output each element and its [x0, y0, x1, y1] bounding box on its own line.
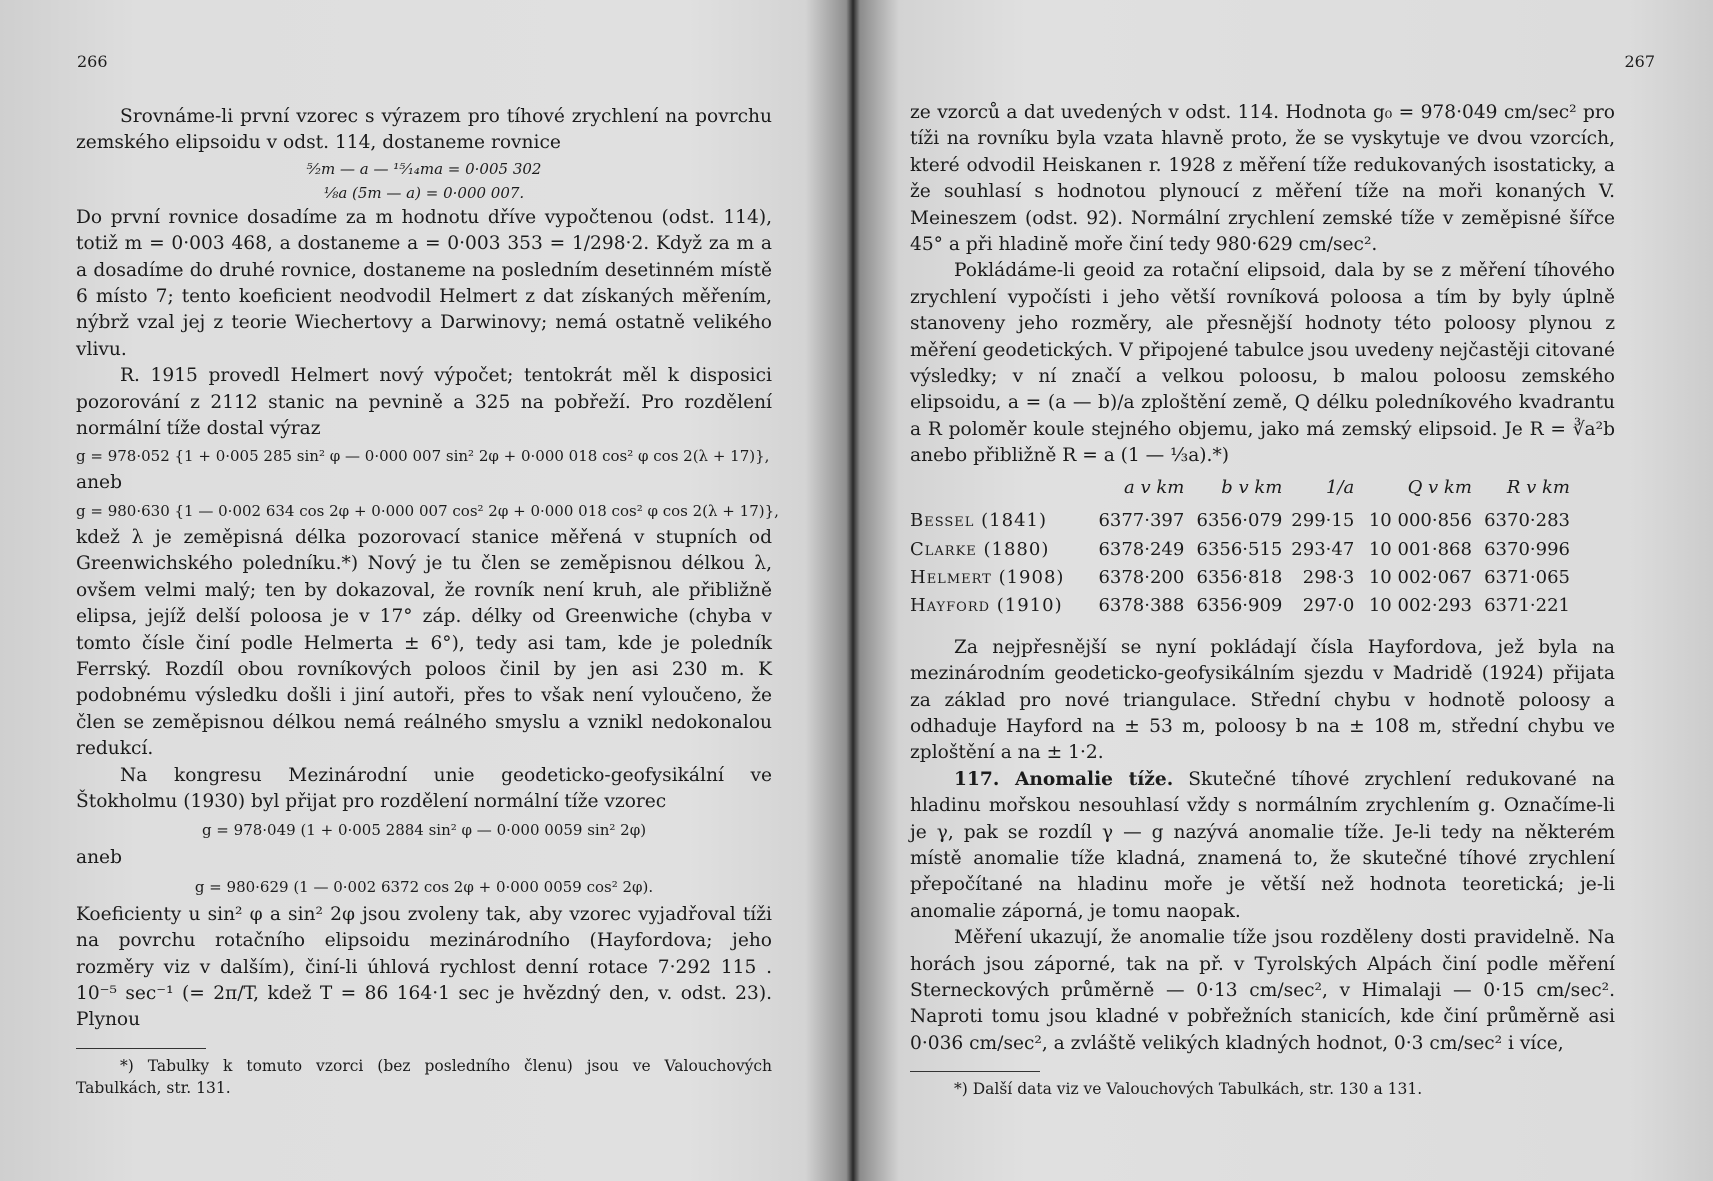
- table-cell: 6356·079: [1196, 510, 1283, 532]
- table-cell: 6378·249: [1098, 538, 1185, 560]
- equation: g = 978·052 {1 + 0·005 285 sin² φ — 0·000 007 sin² 2φ + 0·000 018 cos² φ cos 2(λ + 17)},: [76, 447, 770, 466]
- footnote-rule: [910, 1071, 1040, 1072]
- table-cell: 6377·397: [1098, 510, 1185, 532]
- table-cell: 299·15: [1291, 510, 1355, 532]
- table-cell: 6356·515: [1196, 538, 1283, 560]
- table-row: [910, 592, 1570, 620]
- paragraph: Na kongresu Mezinárodní unie geodeticko-geofysikální ve Štokholmu (1930) byl přijat pro rozdělení normální tíže vzorec: [76, 764, 772, 812]
- table-cell: 297·0: [1302, 595, 1355, 617]
- table-cell: Helmert (1908): [910, 566, 1065, 588]
- table-cell: 293·47: [1291, 538, 1355, 560]
- text-aneb: aneb: [76, 847, 122, 869]
- table-row: [910, 564, 1570, 592]
- table-cell: Bessel (1841): [910, 510, 1047, 532]
- paragraph: Srovnáme-li první vzorec s výrazem pro tíhové zrychlení na povrchu zemského elipsoidu v odst. 114, dostaneme rovnice: [76, 106, 772, 154]
- paragraph: Měření ukazují, že anomalie tíže jsou rozděleny dosti pravidelně. Na horách jsou záporné, tak na př. v Tyrolských Alpách činí podle měření Sterneckových průměrně — 0·13 cm/sec², v Himalaji — 0·15 cm/sec². Naproti tomu jsou kladné v pobřežních stanicích, kde činí průměrně asi 0·036 cm/sec², a zvláště velikých kladných hodnot, 0·3 cm/sec² i více,: [910, 927, 1615, 1054]
- paragraph: Koeficienty u sin² φ a sin² 2φ jsou zvoleny tak, aby vzorec vyjadřoval tíži na povrchu rotačního elipsoidu mezinárodního (Hayfordova; jeho rozměry viz v dalším), činí-li úhlová rychlost denní rotace 7·292 115 . 10⁻⁵ sec⁻¹ (= 2π/T, kdež T = 86 164·1 sec je hvězdný den, v. odst. 23). Plynou: [76, 903, 772, 1031]
- table-cell: 6356·818: [1196, 566, 1283, 588]
- right-page: [858, 0, 1713, 1181]
- paragraph: Pokládáme-li geoid za rotační elipsoid, dala by se z měření tíhového zrychlení vypočísti i jeho větší rovníková poloosa a tím by byly úplně stanoveny jeho rozměry, ale přesnější hodnoty této poloosy plynou z měření geodetických. V připojené tabulce jsou uvedeny nejčastěji citované výsledky; v ní značí a velkou poloosu, b malou poloosu zemského elipsoidu, a = (a — b)/a zploštění země, Q délku poledníkového kvadrantu a R poloměr koule stejného objemu, jako má zemský elipsoid. Je R = ∛a²b anebo přibližně R = a (1 — ⅓a).*): [910, 260, 1615, 467]
- footnote-rule: [76, 1048, 206, 1049]
- paragraph: [910, 767, 1615, 925]
- table-header-row: [910, 474, 1570, 507]
- equation: g = 978·049 (1 + 0·005 2884 sin² φ — 0·000 0059 sin² 2φ): [201, 821, 647, 840]
- table-cell: 6378·200: [1098, 566, 1185, 588]
- paragraph: kdež λ je zeměpisná délka pozorovací stanice měřená v stupních od Greenwichského poledníku.*) Nový je tu člen se zeměpisnou délkou λ, ovšem velmi malý; ten by dokazoval, že rovník není kruh, ale přibližně elipsa, jejíž delší poloosa je v 17° záp. délky od Greenwiche (chyba v tomto čísle činí podle Helmerta ± 6°), tedy asi tam, kde je poledník Ferrský. Rozdíl obou rovníkových poloos činil by jen asi 230 m. K podobnému výsledku došli i jiní autoři, přes to však není vyloučeno, že člen se zeměpisnou délkou nemá reálného smyslu a vznikl nedokonalou redukcí.: [76, 526, 772, 760]
- table-header: 1/a: [1326, 476, 1355, 498]
- table-cell: Clarke (1880): [910, 538, 1050, 560]
- table-cell: 10 000·856: [1368, 510, 1472, 532]
- table-header: b v km: [1221, 476, 1283, 498]
- table-cell: 6370·283: [1484, 510, 1570, 532]
- table-header: a v km: [1124, 476, 1185, 498]
- paragraph: R. 1915 provedl Helmert nový výpočet; tentokrát měl k disposici pozorování z 2112 stanic na pevnině a 325 na pobřeží. Pro rozdělení normální tíže dostal výraz: [76, 365, 772, 440]
- equation: ⁵⁄₂m — a — ¹⁵⁄₁₄ma = 0·005 302: [306, 159, 542, 178]
- equation: g = 980·629 (1 — 0·002 6372 cos 2φ + 0·000 0059 cos² 2φ).: [194, 877, 654, 896]
- equation: ⅛a (5m — a) = 0·000 007.: [323, 183, 525, 202]
- table-header: R v km: [1506, 476, 1570, 498]
- table-cell: 6371·065: [1484, 566, 1570, 588]
- table-row: [910, 536, 1570, 564]
- text-aneb: aneb: [76, 472, 122, 494]
- page-number: 266: [77, 52, 108, 71]
- table-row: [910, 507, 1570, 535]
- table-cell: 6378·388: [1098, 595, 1185, 617]
- footnote: *) Tabulky k tomuto vzorci (bez posledního členu) jsou ve Valouchových Tabulkách, str. 131.: [76, 1056, 772, 1097]
- footnote: *) Další data viz ve Valouchových Tabulkách, str. 130 a 131.: [954, 1080, 1423, 1099]
- section-heading: 117. Anomalie tíže.: [954, 768, 1174, 790]
- equation: g = 980·630 {1 — 0·002 634 cos 2φ + 0·000 007 cos² 2φ + 0·000 018 cos² φ cos 2(λ + 17)},: [76, 501, 779, 520]
- table-cell: 10 001·868: [1368, 538, 1472, 560]
- table-header: [910, 474, 1086, 507]
- paragraph-text: Skutečné tíhové zrychlení redukované na hladinu mořskou nesouhlasí vždy s normálním zrychlením g. Označíme-li je γ, pak se rozdíl γ — g nazývá anomalie tíže. Je-li tedy na některém místě anomalie tíže kladná, znamená to, že skutečné tíhové zrychlení přepočítané na hladinu moře je větší než hodnota teoretická; je-li anomalie záporná, je tomu naopak.: [910, 768, 1615, 922]
- paragraph: Za nejpřesnější se nyní pokládají čísla Hayfordova, jež byla na mezinárodním geodeticko-geofysikálním sjezdu v Madridě (1924) přijata za základ pro nové triangulace. Střední chybu v hodnotě poloosy a odhaduje Hayford na ± 53 m, poloosy b na ± 108 m, střední chybu ve zploštění a na ± 1·2.: [910, 636, 1615, 764]
- table-header: Q v km: [1407, 476, 1472, 498]
- table-cell: 10 002·293: [1368, 595, 1472, 617]
- table-cell: 6371·221: [1484, 595, 1570, 617]
- left-text-column: [76, 104, 779, 1099]
- table-cell: 6356·909: [1196, 595, 1283, 617]
- table-cell: 298·3: [1302, 566, 1355, 588]
- right-text-column: [910, 100, 1615, 1100]
- ellipsoid-table: [910, 474, 1570, 621]
- page-number: 267: [1624, 52, 1655, 71]
- table-cell: 10 002·067: [1368, 566, 1472, 588]
- table-cell: Hayford (1910): [910, 595, 1063, 617]
- left-page: [0, 0, 850, 1181]
- paragraph: Do první rovnice dosadíme za m hodnotu dříve vypočtenou (odst. 114), totiž m = 0·003 468, a dostaneme a = 0·003 353 = 1/298·2. Když za m a a dosadíme do druhé rovnice, dostaneme na posledním desetinném místě 6 místo 7; tento koeficient neodvodil Helmert z dat získaných měřením, nýbrž vzal jej z teorie Wiechertovy a Darwinovy; nemá ostatně velikého vlivu.: [76, 206, 772, 360]
- table-cell: 6370·996: [1484, 538, 1570, 560]
- paragraph: ze vzorců a dat uvedených v odst. 114. Hodnota g₀ = 978·049 cm/sec² pro tíži na rovníku byla vzata hlavně proto, že se vyskytuje ve dvou vzorcích, které odvodil Heiskanen r. 1928 z měření tíže redukovaných isostaticky, a že souhlasí s hodnotou plynoucí z měření tíže na moři konaných V. Meineszem (odst. 92). Normální zrychlení zemské tíže v zeměpisné šířce 45° a při hladině moře činí tedy 980·629 cm/sec².: [910, 102, 1615, 256]
